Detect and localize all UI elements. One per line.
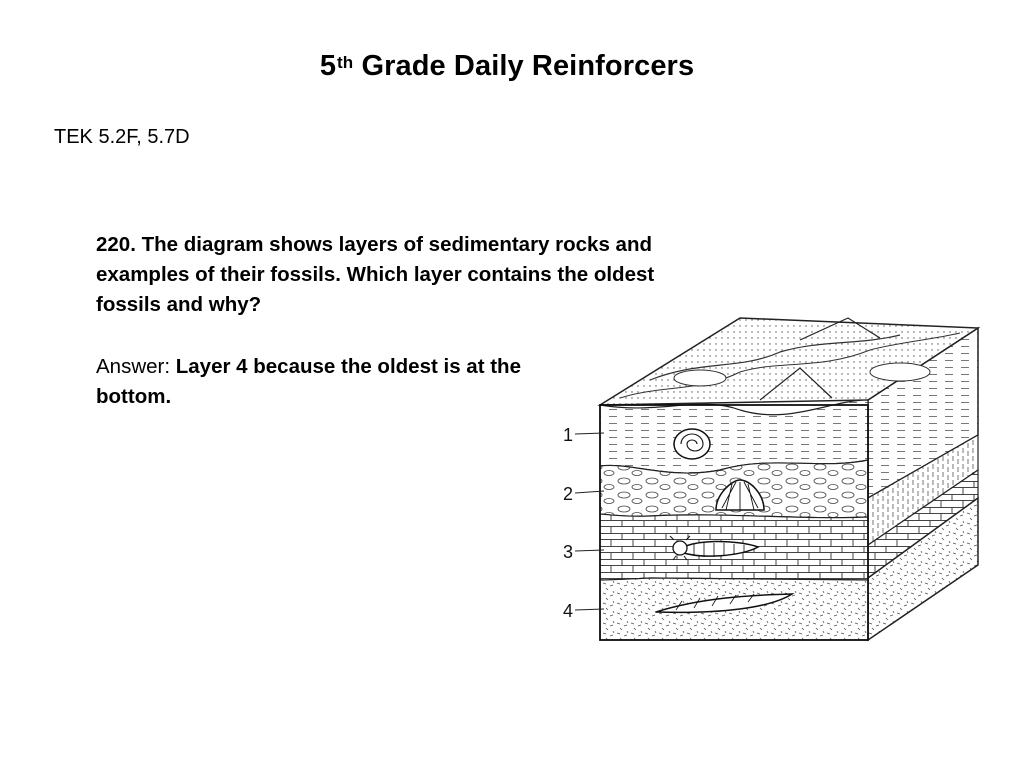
title-number: 5 [319, 50, 337, 82]
answer-text: Layer 4 because the oldest is at the bottom. [96, 355, 521, 408]
svg-text:2: 2 [563, 484, 574, 504]
layer-label-3 [563, 542, 604, 562]
answer-label: Answer: [96, 355, 176, 378]
svg-text:3: 3 [563, 542, 574, 562]
rock-layers-diagram [555, 312, 985, 647]
svg-text:1: 1 [563, 425, 574, 445]
svg-text:4: 4 [563, 601, 574, 621]
question-text: 220. The diagram shows layers of sedimentary rocks and examples of their fossils. Which layer contains the oldest fossils and why? [96, 233, 655, 316]
answer-block [96, 352, 556, 412]
ammonite-icon [674, 429, 710, 459]
tek-reference: TEK 5.2F, 5.7D [54, 126, 190, 148]
slide-title [0, 50, 1014, 83]
title-text: Grade Daily Reinforcers [353, 50, 695, 82]
title-superscript: th [337, 53, 354, 72]
layer-label-2 [563, 484, 604, 504]
layer-label-1 [563, 425, 604, 445]
layer-label-4 [563, 601, 604, 621]
